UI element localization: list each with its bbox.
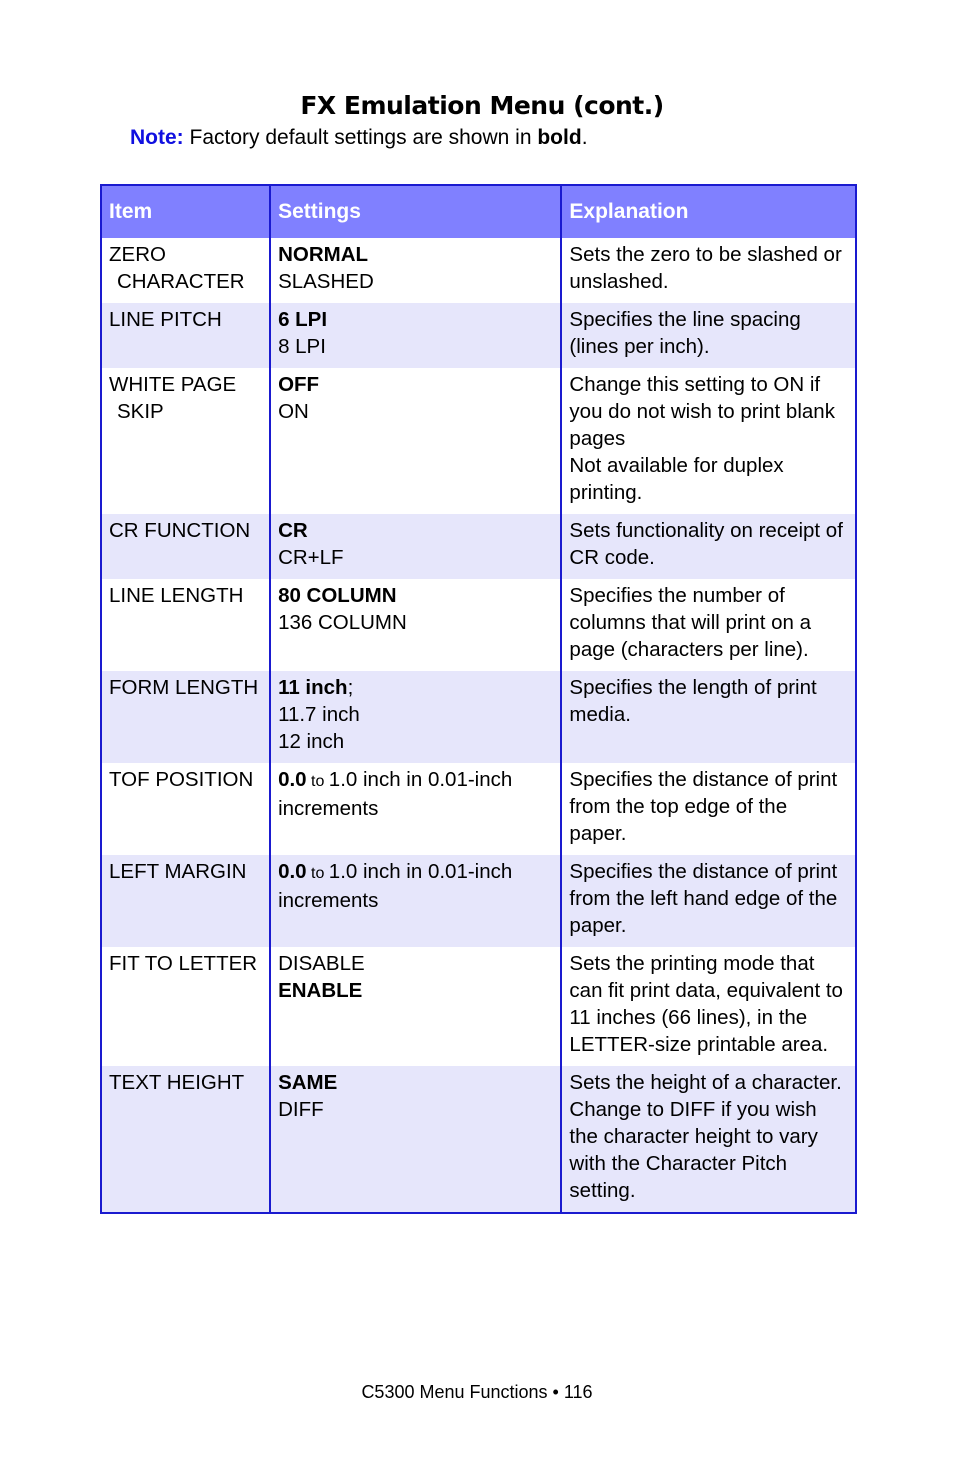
default-setting: ENABLE: [278, 979, 363, 1002]
setting-option: 136 COLUMN: [278, 611, 407, 634]
setting-range-line: [278, 766, 553, 822]
item-text: WHITE PAGE: [109, 373, 237, 396]
setting-option: DIFF: [278, 1098, 324, 1121]
table-header-row: [101, 185, 856, 238]
page-footer: C5300 Menu Functions • 116: [361, 1382, 593, 1402]
explanation-text: Not available for duplex printing.: [569, 454, 784, 504]
explanation-text: Sets the printing mode that can fit print data, equivalent to 11 inches (66 lines), in the LETTER-size printable area.: [569, 952, 843, 1056]
header-explanation: Explanation: [561, 185, 856, 238]
explanation-cell: [561, 671, 856, 763]
item-cell: [101, 514, 270, 579]
settings-cell: [270, 947, 561, 1066]
settings-cell: [270, 763, 561, 855]
table-row: [101, 303, 856, 368]
settings-cell: [270, 368, 561, 514]
explanation-cell: [561, 855, 856, 947]
settings-cell: [270, 303, 561, 368]
item-text: LINE PITCH: [109, 308, 222, 331]
note-line: [130, 126, 588, 150]
default-setting: 0.0: [278, 860, 307, 883]
setting-option: ON: [278, 400, 309, 423]
item-cell: [101, 1066, 270, 1213]
explanation-text: Sets the zero to be slashed or unslashed.: [569, 243, 842, 293]
item-cell: [101, 947, 270, 1066]
item-cell: [101, 671, 270, 763]
settings-cell: [270, 579, 561, 671]
explanation-text: Specifies the line spacing (lines per inch).: [569, 308, 801, 358]
settings-cell: [270, 1066, 561, 1213]
settings-table: [100, 184, 857, 1214]
header-settings: Settings: [270, 185, 561, 238]
item-text: CHARACTER: [117, 270, 245, 293]
explanation-cell: [561, 303, 856, 368]
explanation-cell: [561, 514, 856, 579]
note-label: Note:: [130, 126, 184, 149]
explanation-cell: [561, 1066, 856, 1213]
default-setting: CR: [278, 519, 308, 542]
setting-option: 11.7 inch: [278, 703, 360, 726]
explanation-text: Specifies the length of print media.: [569, 676, 817, 726]
settings-cell: [270, 238, 561, 303]
item-text: LINE LENGTH: [109, 584, 244, 607]
item-text: LEFT MARGIN: [109, 860, 247, 883]
default-setting: NORMAL: [278, 243, 369, 266]
header-item: Item: [101, 185, 270, 238]
table-row: [101, 855, 856, 947]
note-bold-word: bold: [537, 126, 582, 149]
explanation-cell: [561, 947, 856, 1066]
default-setting-line: [278, 674, 553, 701]
item-cell: [101, 368, 270, 514]
item-cell: [101, 763, 270, 855]
note-text: Factory default settings are shown in: [183, 126, 538, 149]
table-row: [101, 368, 856, 514]
item-text: FIT TO LETTER: [109, 952, 258, 975]
explanation-cell: [561, 238, 856, 303]
settings-cell: [270, 671, 561, 763]
setting-option: SLASHED: [278, 270, 374, 293]
table-row: [101, 947, 856, 1066]
default-setting: SAME: [278, 1071, 338, 1094]
setting-suffix: ;: [347, 676, 354, 699]
item-cell: [101, 855, 270, 947]
explanation-text: Sets the height of a character. Change to DIFF if you wish the character height to vary with the Character Pitch setting.: [569, 1071, 842, 1202]
item-cell: [101, 238, 270, 303]
item-text: TOF POSITION: [109, 768, 254, 791]
settings-cell: [270, 514, 561, 579]
table-row: [101, 671, 856, 763]
explanation-text: Specifies the number of columns that will print on a page (characters per line).: [569, 584, 811, 661]
item-text: FORM LENGTH: [109, 676, 259, 699]
range-connector: to: [306, 865, 329, 882]
explanation-text: Sets functionality on receipt of CR code.: [569, 519, 843, 569]
explanation-text: Specifies the distance of print from the left hand edge of the paper.: [569, 860, 838, 937]
item-text: TEXT HEIGHT: [109, 1071, 245, 1094]
explanation-cell: [561, 368, 856, 514]
item-text: CR FUNCTION: [109, 519, 251, 542]
item-cell: [101, 579, 270, 671]
setting-option: 8 LPI: [278, 335, 326, 358]
range-connector: to: [306, 773, 329, 790]
table-row: [101, 514, 856, 579]
table-row: [101, 238, 856, 303]
settings-cell: [270, 855, 561, 947]
note-end: .: [581, 126, 588, 149]
page-title: FX Emulation Menu (cont.): [300, 91, 664, 120]
setting-range: 1.0 inch in 0.01-inch increments: [278, 768, 513, 820]
setting-range: 1.0 inch in 0.01-inch increments: [278, 860, 513, 912]
default-setting: 6 LPI: [278, 308, 328, 331]
default-setting: 11 inch: [278, 676, 348, 699]
explanation-cell: [561, 763, 856, 855]
item-text: ZERO: [109, 243, 166, 266]
default-setting: OFF: [278, 373, 320, 396]
explanation-cell: [561, 579, 856, 671]
default-setting: 0.0: [278, 768, 307, 791]
default-setting: 80 COLUMN: [278, 584, 397, 607]
explanation-text: Specifies the distance of print from the top edge of the paper.: [569, 768, 838, 845]
setting-option: DISABLE: [278, 952, 365, 975]
setting-option: 12 inch: [278, 730, 345, 753]
table-row: [101, 579, 856, 671]
item-cell: [101, 303, 270, 368]
item-text: SKIP: [117, 400, 164, 423]
table-row: [101, 1066, 856, 1213]
table-row: [101, 763, 856, 855]
explanation-text: Change this setting to ON if you do not wish to print blank pages: [569, 373, 835, 450]
setting-range-line: [278, 858, 553, 914]
setting-option: CR+LF: [278, 546, 344, 569]
